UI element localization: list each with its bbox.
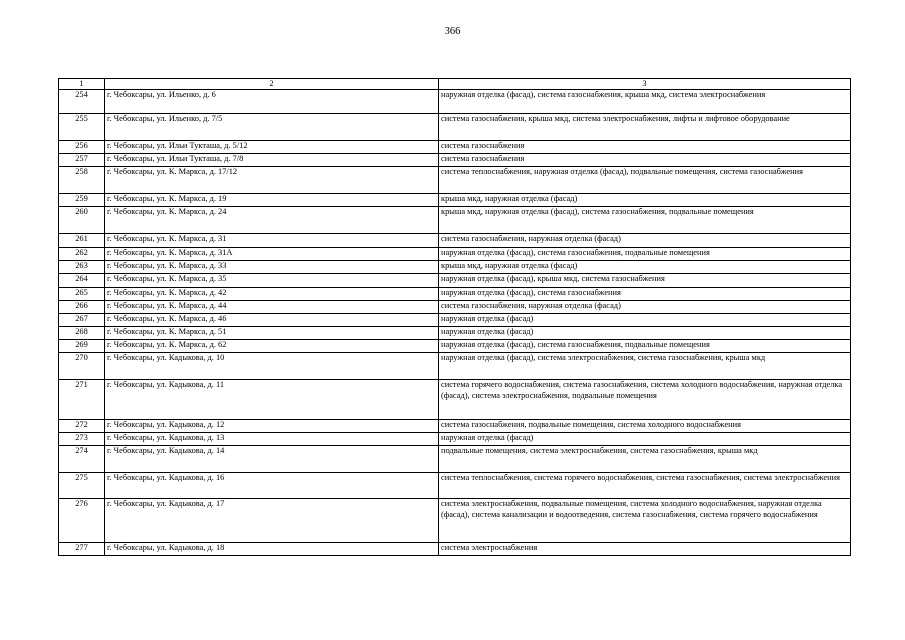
row-number: 266: [59, 301, 105, 314]
table-row: [59, 473, 851, 499]
row-systems: наружная отделка (фасад), система газоснабжения: [439, 288, 851, 301]
row-number: 264: [59, 274, 105, 288]
table-row: [59, 301, 851, 314]
row-number: 271: [59, 380, 105, 420]
table-row: [59, 154, 851, 167]
row-systems: подвальные помещения, система электроснабжения, система газоснабжения, крыша мкд: [439, 446, 851, 473]
row-number: 263: [59, 261, 105, 274]
row-number: 256: [59, 141, 105, 154]
row-address: г. Чебоксары, ул. К. Маркса, д. 33: [105, 261, 439, 274]
row-systems: наружная отделка (фасад), система газоснабжения, крыша мкд, система электроснабжения: [439, 90, 851, 114]
row-address: г. Чебоксары, ул. Ильи Тукташа, д. 5/12: [105, 141, 439, 154]
table-row: [59, 327, 851, 340]
table-row: [59, 446, 851, 473]
row-number: 261: [59, 234, 105, 248]
row-systems: система горячего водоснабжения, система газоснабжения, система холодного водоснабжения, наружная отделка (фасад), система электроснабжения, подвальные помещения: [439, 380, 851, 420]
header-row: [59, 79, 851, 90]
row-number: 262: [59, 248, 105, 261]
row-number: 276: [59, 499, 105, 543]
row-systems: система газоснабжения, крыша мкд, система электроснабжения, лифты и лифтовое оборудование: [439, 114, 851, 141]
row-address: г. Чебоксары, ул. Ильи Тукташа, д. 7/8: [105, 154, 439, 167]
header-col-3: 3: [439, 79, 851, 90]
row-address: г. Чебоксары, ул. Кадыкова, д. 17: [105, 499, 439, 543]
row-systems: система газоснабжения, наружная отделка (фасад): [439, 301, 851, 314]
row-number: 274: [59, 446, 105, 473]
row-number: 259: [59, 194, 105, 207]
row-number: 267: [59, 314, 105, 327]
row-systems: система газоснабжения: [439, 141, 851, 154]
row-address: г. Чебоксары, ул. Ильенко, д. 6: [105, 90, 439, 114]
row-address: г. Чебоксары, ул. К. Маркса, д. 35: [105, 274, 439, 288]
row-number: 254: [59, 90, 105, 114]
row-address: г. Чебоксары, ул. К. Маркса, д. 17/12: [105, 167, 439, 194]
row-systems: наружная отделка (фасад): [439, 433, 851, 446]
row-number: 257: [59, 154, 105, 167]
row-systems: наружная отделка (фасад): [439, 327, 851, 340]
row-address: г. Чебоксары, ул. К. Маркса, д. 24: [105, 207, 439, 234]
table-body: [59, 90, 851, 556]
row-number: 272: [59, 420, 105, 433]
row-number: 265: [59, 288, 105, 301]
row-address: г. Чебоксары, ул. К. Маркса, д. 44: [105, 301, 439, 314]
row-systems: крыша мкд, наружная отделка (фасад), система газоснабжения, подвальные помещения: [439, 207, 851, 234]
row-systems: система газоснабжения, наружная отделка (фасад): [439, 234, 851, 248]
table-row: [59, 314, 851, 327]
row-address: г. Чебоксары, ул. Кадыкова, д. 18: [105, 543, 439, 556]
row-number: 258: [59, 167, 105, 194]
row-systems: система теплоснабжения, система горячего водоснабжения, система газоснабжения, система электроснабжения: [439, 473, 851, 499]
table-row: [59, 207, 851, 234]
row-systems: система газоснабжения, подвальные помещения, система холодного водоснабжения: [439, 420, 851, 433]
row-number: 255: [59, 114, 105, 141]
row-systems: наружная отделка (фасад): [439, 314, 851, 327]
table-row: [59, 141, 851, 154]
table-row: [59, 234, 851, 248]
row-number: 269: [59, 340, 105, 353]
row-address: г. Чебоксары, ул. Кадыкова, д. 14: [105, 446, 439, 473]
table-row: [59, 274, 851, 288]
row-address: г. Чебоксары, ул. К. Маркса, д. 42: [105, 288, 439, 301]
row-number: 268: [59, 327, 105, 340]
row-number: 277: [59, 543, 105, 556]
row-systems: крыша мкд, наружная отделка (фасад): [439, 261, 851, 274]
table-row: [59, 353, 851, 380]
row-address: г. Чебоксары, ул. Кадыкова, д. 11: [105, 380, 439, 420]
row-number: 270: [59, 353, 105, 380]
row-address: г. Чебоксары, ул. К. Маркса, д. 51: [105, 327, 439, 340]
row-address: г. Чебоксары, ул. К. Маркса, д. 46: [105, 314, 439, 327]
row-address: г. Чебоксары, ул. Кадыкова, д. 16: [105, 473, 439, 499]
row-systems: наружная отделка (фасад), система газоснабжения, подвальные помещения: [439, 340, 851, 353]
table-row: [59, 167, 851, 194]
header-col-1: 1: [59, 79, 105, 90]
row-number: 275: [59, 473, 105, 499]
row-systems: система электроснабжения: [439, 543, 851, 556]
table-row: [59, 90, 851, 114]
row-systems: крыша мкд, наружная отделка (фасад): [439, 194, 851, 207]
row-address: г. Чебоксары, ул. Кадыкова, д. 10: [105, 353, 439, 380]
table-row: [59, 248, 851, 261]
row-address: г. Чебоксары, ул. К. Маркса, д. 62: [105, 340, 439, 353]
row-number: 260: [59, 207, 105, 234]
row-address: г. Чебоксары, ул. Кадыкова, д. 12: [105, 420, 439, 433]
page-number: 366: [444, 26, 461, 37]
row-address: г. Чебоксары, ул. К. Маркса, д. 19: [105, 194, 439, 207]
row-systems: система электроснабжения, подвальные помещения, система холодного водоснабжения, наружная отделка (фасад), система канализации и водоотведения, система газоснабжения, система горячего водоснабжения: [439, 499, 851, 543]
table-header: [59, 79, 851, 90]
table-row: [59, 340, 851, 353]
table-row: [59, 194, 851, 207]
table-row: [59, 543, 851, 556]
table-row: [59, 499, 851, 543]
row-address: г. Чебоксары, ул. К. Маркса, д. 31: [105, 234, 439, 248]
table-row: [59, 420, 851, 433]
row-address: г. Чебоксары, ул. Кадыкова, д. 13: [105, 433, 439, 446]
data-table: [58, 78, 851, 556]
row-systems: наружная отделка (фасад), система электроснабжения, система газоснабжения, крыша мкд: [439, 353, 851, 380]
table-row: [59, 114, 851, 141]
table-row: [59, 380, 851, 420]
row-address: г. Чебоксары, ул. К. Маркса, д. 31А: [105, 248, 439, 261]
row-systems: наружная отделка (фасад), крыша мкд, система газоснабжения: [439, 274, 851, 288]
row-systems: система газоснабжения: [439, 154, 851, 167]
table-row: [59, 261, 851, 274]
table-row: [59, 288, 851, 301]
row-number: 273: [59, 433, 105, 446]
row-address: г. Чебоксары, ул. Ильенко, д. 7/5: [105, 114, 439, 141]
row-systems: система теплоснабжения, наружная отделка (фасад), подвальные помещения, система газоснабжения: [439, 167, 851, 194]
table-row: [59, 433, 851, 446]
header-col-2: 2: [105, 79, 439, 90]
row-systems: наружная отделка (фасад), система газоснабжения, подвальные помещения: [439, 248, 851, 261]
